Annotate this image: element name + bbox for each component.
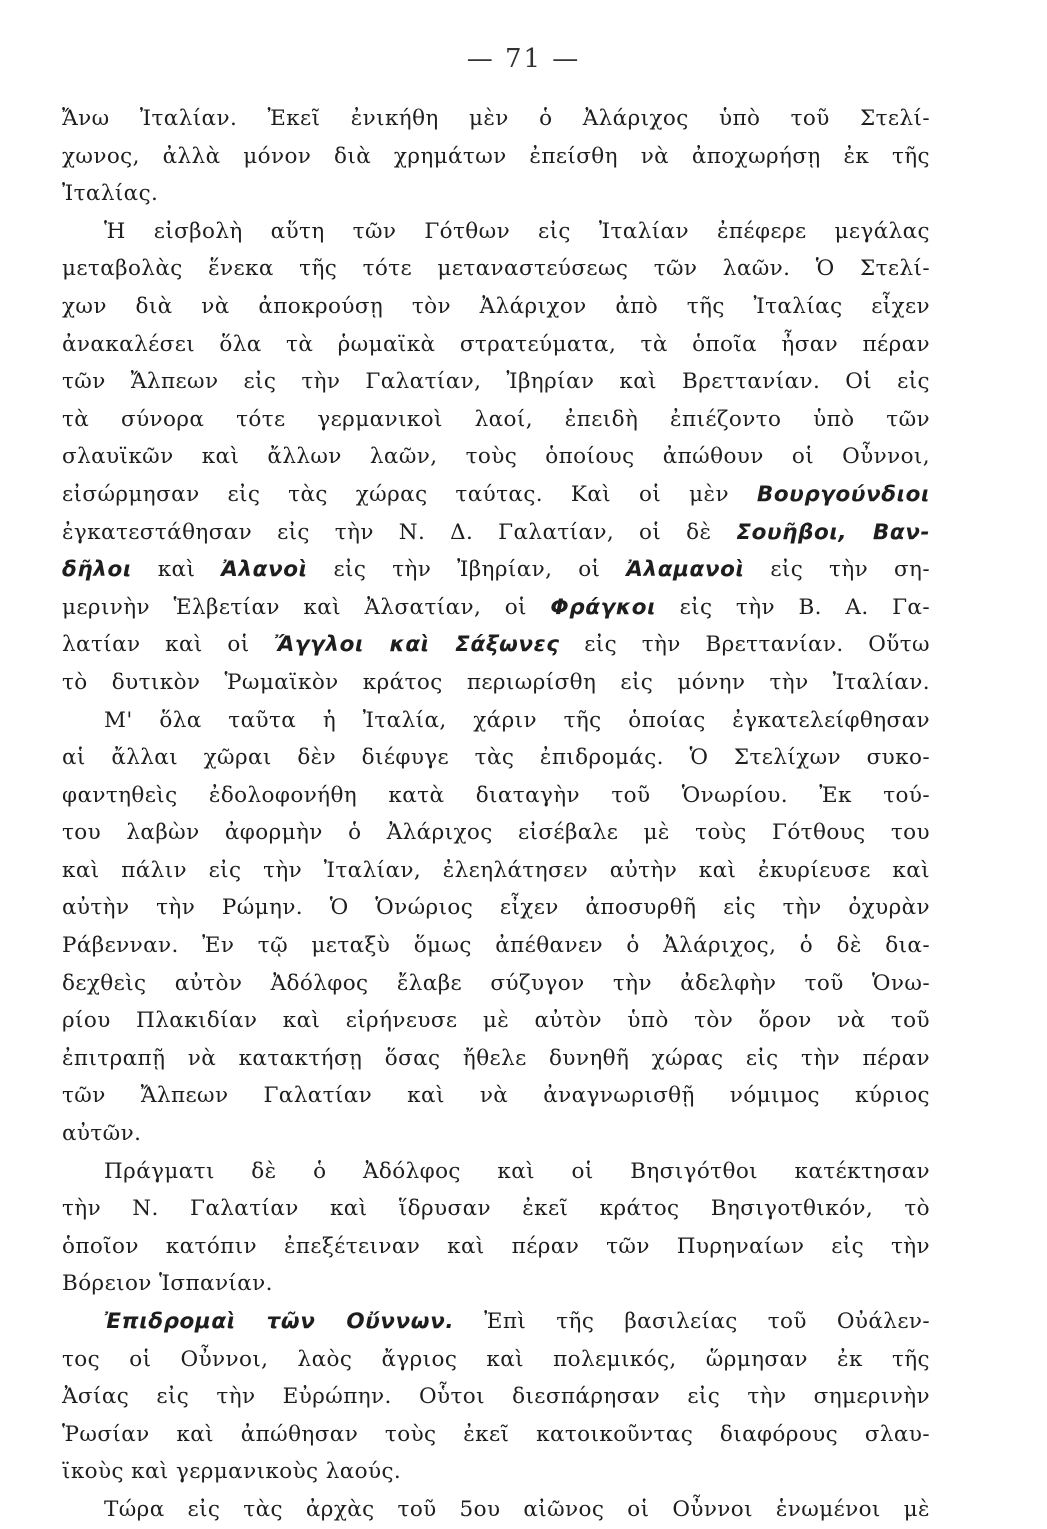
- text-line: ρίου Πλακιδίαν καὶ εἰρήνευσε μὲ αὐτὸν ὑπὸ τὸν ὅρον νὰ τοῦ: [62, 1008, 930, 1034]
- emphasized-term: Ἐπιδρομαὶ τῶν Οὔννων.: [104, 1309, 455, 1334]
- text-line: Ἄνω Ἰταλίαν. Ἐκεῖ ἐνικήθη μὲν ὁ Ἀλάριχος ὑπὸ τοῦ Στελί-: [62, 106, 930, 131]
- text-line: τὴν Ν. Γαλατίαν καὶ ἵδρυσαν ἐκεῖ κράτος Βησιγοτθικόν, τὸ: [62, 1196, 930, 1222]
- text-line: μερινὴν Ἑλβετίαν καὶ Ἀλσατίαν, οἱ Φράγκοι εἰς τὴν Β. Α. Γα-: [62, 594, 930, 620]
- text-line: λατίαν καὶ οἱ Ἄγγλοι καὶ Σάξωνες εἰς τὴν Βρεττανίαν. Οὕτω: [62, 632, 930, 658]
- text-line: χων διὰ νὰ ἀποκρούσῃ τὸν Ἀλάριχον ἀπὸ τῆς Ἰταλίας εἶχεν: [62, 293, 930, 319]
- text-line: ϊκοὺς καὶ γερμανικοὺς λαούς.: [62, 1459, 402, 1485]
- emphasized-term: Ἀλανοὶ: [221, 557, 308, 583]
- text-line: Ῥωσίαν καὶ ἀπώθησαν τοὺς ἐκεῖ κατοικοῦντας διαφόρους σλαυ-: [62, 1421, 930, 1447]
- text-line: εἰσώρμησαν εἰς τὰς χώρας ταύτας. Καὶ οἱ μὲν Βουργούνδιοι: [62, 481, 930, 507]
- text-line: σλαυϊκῶν καὶ ἄλλων λαῶν, τοὺς ὁποίους ἀπώθουν οἱ Οὖννοι,: [62, 444, 930, 470]
- page-number: — 71 —: [466, 44, 581, 74]
- text-line: Μ' ὅλα ταῦτα ἡ Ἰταλία, χάριν τῆς ὁποίας ἐγκατελείφθησαν: [104, 707, 930, 733]
- text-line: αἱ ἄλλαι χῶραι δὲν διέφυγε τὰς ἐπιδρομάς. Ὁ Στελίχων συκο-: [62, 745, 930, 771]
- text-line: φαντηθεὶς ἐδολοφονήθη κατὰ διαταγὴν τοῦ Ὁνωρίου. Ἐκ τού-: [62, 782, 930, 808]
- text-line: τὸ δυτικὸν Ῥωμαϊκὸν κράτος περιωρίσθη εἰς μόνην τὴν Ἰταλίαν.: [62, 669, 930, 695]
- text-line: ὁποῖον κατόπιν ἐπεξέτειναν καὶ πέραν τῶν Πυρηναίων εἰς τὴν: [62, 1233, 930, 1259]
- text-line: δῆλοι καὶ Ἀλανοὶ εἰς τὴν Ἰβηρίαν, οἱ Ἀλαμανοὶ εἰς τὴν ση-: [62, 557, 930, 583]
- emphasized-term: Βουργούνδιοι: [756, 481, 930, 507]
- emphasized-term: Ἀλαμανοὶ: [626, 557, 745, 583]
- emphasized-term: Σουῆβοι, Βαν-: [736, 519, 930, 545]
- text-line: Βόρειον Ἱσπανίαν.: [62, 1271, 273, 1297]
- text-line: αὐτὴν τὴν Ρώμην. Ὁ Ὁνώριος εἶχεν ἀποσυρθῆ εἰς τὴν ὀχυρὰν: [62, 895, 930, 921]
- text-line: Ράβενναν. Ἐν τῷ μεταξὺ ὅμως ἀπέθανεν ὁ Ἀλάριχος, ὁ δὲ δια-: [62, 933, 930, 959]
- text-line: τὰ σύνορα τότε γερμανικοὶ λαοί, ἐπειδὴ ἐπιέζοντο ὑπὸ τῶν: [62, 406, 930, 432]
- text-line: Ἀσίας εἰς τὴν Εὐρώπην. Οὗτοι διεσπάρησαν εἰς τὴν σημερινὴν: [62, 1384, 930, 1410]
- text-line: Ἡ εἰσβολὴ αὕτη τῶν Γότθων εἰς Ἰταλίαν ἐπέφερε μεγάλας: [104, 218, 930, 244]
- body-text: [62, 100, 930, 1529]
- text-line: τος οἱ Οὖννοι, λαὸς ἄγριος καὶ πολεμικός, ὥρμησαν ἐκ τῆς: [62, 1346, 930, 1372]
- text-line: του λαβὼν ἀφορμὴν ὁ Ἀλάριχος εἰσέβαλε μὲ τοὺς Γότθους του: [62, 820, 930, 846]
- text-line: Τώρα εἰς τὰς ἀρχὰς τοῦ 5ου αἰῶνος οἱ Οὖννοι ἑνωμένοι μὲ: [104, 1496, 930, 1522]
- text-line: χωνος, ἀλλὰ μόνον διὰ χρημάτων ἐπείσθη νὰ ἀποχωρήσῃ ἐκ τῆς: [62, 143, 930, 169]
- text-line: δεχθεὶς αὐτὸν Ἀδόλφος ἔλαβε σύζυγον τὴν ἀδελφὴν τοῦ Ὁνω-: [62, 970, 930, 996]
- emphasized-term: Ἄγγλοι καὶ Σάξωνες: [274, 632, 560, 658]
- text-line: καὶ πάλιν εἰς τὴν Ἰταλίαν, ἐλεηλάτησεν αὐτὴν καὶ ἐκυρίευσε καὶ: [62, 857, 930, 883]
- text-line: Ἰταλίας.: [62, 181, 159, 207]
- text-line: ἀνακαλέσει ὅλα τὰ ῥωμαϊκὰ στρατεύματα, τὰ ὁποῖα ἦσαν πέραν: [62, 331, 930, 357]
- emphasized-term: Φράγκοι: [550, 594, 657, 620]
- text-line: μεταβολὰς ἕνεκα τῆς τότε μεταναστεύσεως τῶν λαῶν. Ὁ Στελί-: [62, 256, 930, 282]
- emphasized-term: δῆλοι: [62, 557, 132, 583]
- text-line: Πράγματι δὲ ὁ Ἀδόλφος καὶ οἱ Βησιγότθοι κατέκτησαν: [104, 1158, 930, 1184]
- text-line: αὐτῶν.: [62, 1121, 142, 1147]
- text-line: Ἐπιδρομαὶ τῶν Οὔννων. Ἐπὶ τῆς βασιλείας τοῦ Οὐάλεν-: [104, 1309, 931, 1334]
- text-line: ἐγκατεστάθησαν εἰς τὴν Ν. Δ. Γαλατίαν, οἱ δὲ Σουῆβοι, Βαν-: [62, 519, 930, 545]
- text-line: τῶν Ἄλπεων Γαλατίαν καὶ νὰ ἀναγνωρισθῇ νόμιμος κύριος: [62, 1083, 930, 1109]
- text-line: τῶν Ἄλπεων εἰς τὴν Γαλατίαν, Ἰβηρίαν καὶ Βρεττανίαν. Οἱ εἰς: [62, 369, 930, 395]
- text-line: ἐπιτραπῇ νὰ κατακτήσῃ ὅσας ἤθελε δυνηθῆ χώρας εἰς τὴν πέραν: [62, 1045, 930, 1071]
